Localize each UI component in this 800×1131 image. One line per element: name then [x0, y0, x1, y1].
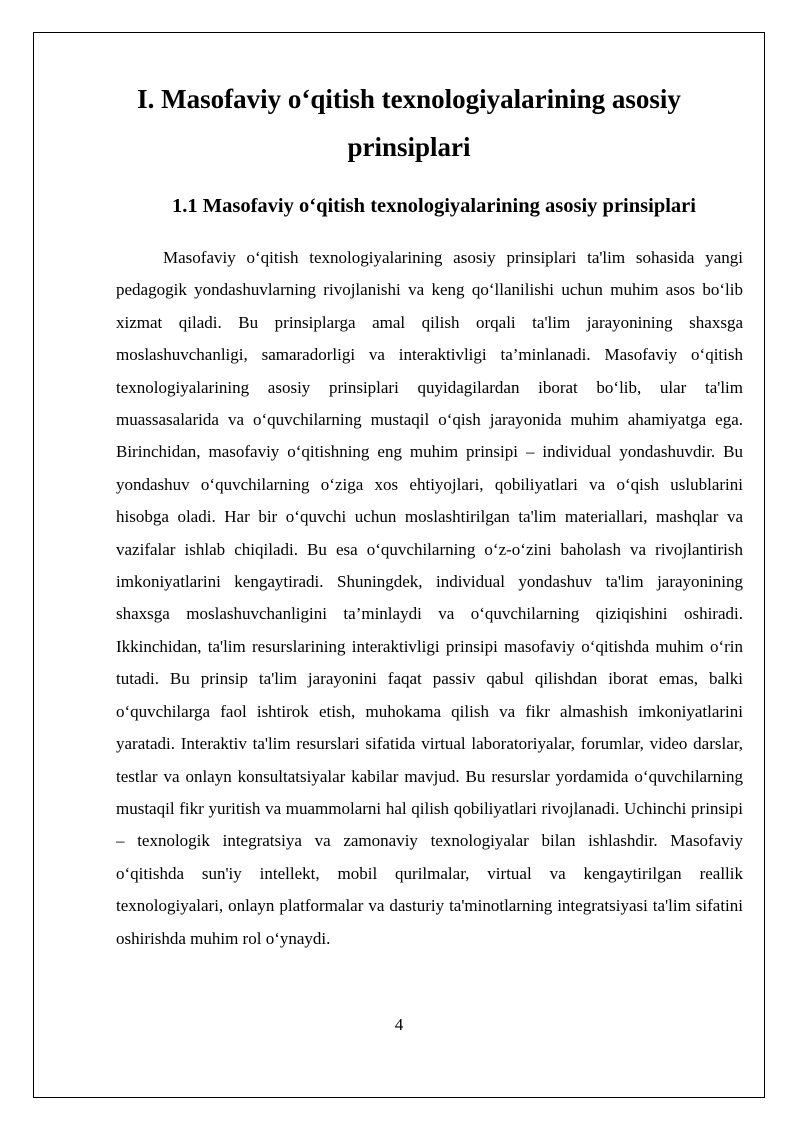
document-page	[33, 32, 765, 1098]
page-number: 4	[394, 1015, 404, 1034]
section-heading: 1.1 Masofaviy o‘qitish texnologiyalarining asosiy prinsiplari	[172, 195, 696, 217]
chapter-title: I. Masofaviy o‘qitish texnologiyalarining asosiy prinsiplari	[137, 84, 681, 162]
body-paragraph: Masofaviy o‘qitish texnologiyalarining asosiy prinsiplari ta'lim sohasida yangi pedagogik yondashuvlarning rivojlanishi va keng qo‘llanilishi uchun muhim asos bo‘lib xizmat qiladi. Bu prinsiplarga amal qilish orqali ta'lim jarayonining shaxsga moslashuvchanligi, samaradorligi va interaktivligi ta’minlanadi. Masofaviy o‘qitish texnologiyalarining asosiy prinsiplari quyidagilardan iborat bo‘lib, ular ta'lim muassasalarida va o‘quvchilarning mustaqil o‘qish jarayonida muhim ahamiyatga ega. Birinchidan, masofaviy o‘qitishning eng muhim prinsipi – individual yondashuvdir. Bu yondashuv o‘quvchilarning o‘ziga xos ehtiyojlari, qobiliyatlari va o‘qish uslublarini hisobga oladi. Har bir o‘quvchi uchun moslashtirilgan ta'lim materiallari, mashqlar va vazifalar ishlab chiqiladi. Bu esa o‘quvchilarning o‘z-o‘zini baholash va rivojlantirish imkoniyatlarini kengaytiradi. Shuningdek, individual yondashuv ta'lim jarayonining shaxsga moslashuvchanligini ta’minlaydi va o‘quvchilarning qiziqishini oshiradi. Ikkinchidan, ta'lim resurslarining interaktivligi prinsipi masofaviy o‘qitishda muhim o‘rin tutadi. Bu prinsip ta'lim jarayonini faqat passiv qabul qilishdan iborat emas, balki o‘quvchilarga faol ishtirok etish, muhokama qilish va fikr almashish imkoniyatlarini yaratadi. Interaktiv ta'lim resurslari sifatida virtual laboratoriyalar, forumlar, video darslar, testlar va onlayn konsultatsiyalar kabilar mavjud. Bu resurslar yordamida o‘quvchilarning mustaqil fikr yuritish va muammolarni hal qilish qobiliyatlari rivojlanadi. Uchinchi prinsipi – texnologik integratsiya va zamonaviy texnologiyalar bilan ishlashdir. Masofaviy o‘qitishda sun'iy intellekt, mobil qurilmalar, virtual va kengaytirilgan reallik texnologiyalari, onlayn platformalar va dasturiy ta'minotlarning integratsiyasi ta'lim sifatini oshirishda muhim rol o‘ynaydi.	[116, 248, 743, 948]
